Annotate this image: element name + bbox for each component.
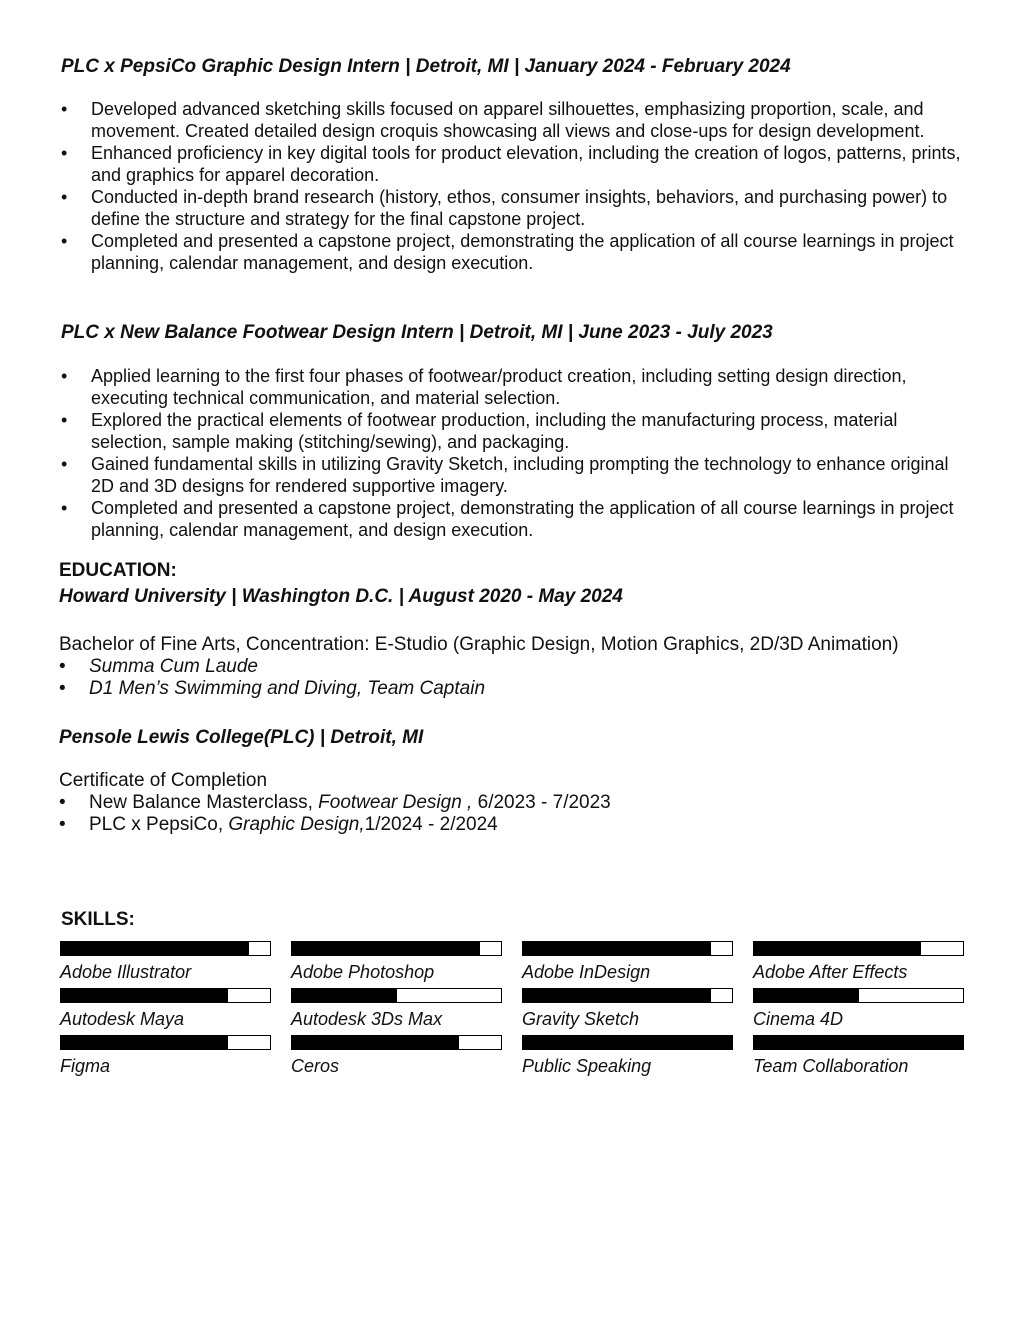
skill-item: [291, 941, 502, 983]
skill-item: [522, 988, 733, 1030]
list-item: • Explored the practical elements of footwear production, including the manufacturing process, material selection, sample making (stitching/sewing), and packaging.: [61, 410, 898, 452]
honors-list: [59, 656, 485, 700]
skill-level-fill: [523, 1036, 732, 1049]
skill-name: Adobe Photoshop: [291, 962, 435, 982]
skill-name: Figma: [60, 1056, 111, 1076]
school-title-plc: Pensole Lewis College(PLC) | Detroit, MI: [59, 727, 424, 748]
list-item: • Enhanced proficiency in key digital tools for product elevation, including the creation of logos, patterns, prints, and graphics for apparel decoration.: [61, 143, 961, 185]
list-item: • Gained fundamental skills in utilizing Gravity Sketch, including prompting the technology to enhance original 2D and 3D designs for rendered supportive imagery.: [61, 454, 949, 496]
skill-level-bar: [60, 1035, 271, 1050]
skill-level-bar: [291, 1035, 502, 1050]
skill-level-fill: [523, 942, 711, 955]
skill-item: [522, 1035, 733, 1077]
skill-name: Adobe After Effects: [753, 962, 908, 982]
skill-level-fill: [61, 989, 228, 1002]
list-item: • Applied learning to the first four phases of footwear/product creation, including setting design direction, executing technical communication, and material selection.: [61, 366, 907, 408]
skill-level-bar: [522, 1035, 733, 1050]
skill-level-bar: [291, 988, 502, 1003]
job-title-pepsico: PLC x PepsiCo Graphic Design Intern | Detroit, MI | January 2024 - February 2024: [61, 56, 791, 77]
list-item: • Completed and presented a capstone project, demonstrating the application of all course learnings in project planning, calendar management, and design execution.: [61, 498, 954, 540]
skill-level-bar: [753, 988, 964, 1003]
skill-item: [522, 941, 733, 983]
skill-level-bar: [753, 941, 964, 956]
skill-item: [753, 988, 964, 1030]
list-item: • Developed advanced sketching skills focused on apparel silhouettes, emphasizing proportion, scale, and movement. Created detailed design croquis showcasing all views and close-ups for design development.: [61, 99, 925, 141]
skill-level-fill: [754, 989, 859, 1002]
skill-level-bar: [753, 1035, 964, 1050]
skill-name: Ceros: [291, 1056, 340, 1076]
skill-name: Team Collaboration: [753, 1056, 909, 1076]
skill-item: [753, 941, 964, 983]
job-title-new-balance: PLC x New Balance Footwear Design Intern | Detroit, MI | June 2023 - July 2023: [61, 322, 773, 343]
list-item: • PLC x PepsiCo, Graphic Design,1/2024 - 2/2024: [59, 814, 498, 835]
skill-item: [291, 988, 502, 1030]
skill-level-bar: [291, 941, 502, 956]
skill-name: Gravity Sketch: [522, 1009, 640, 1029]
education-heading: EDUCATION:: [59, 560, 177, 581]
skill-name: Adobe InDesign: [522, 962, 651, 982]
certificate-text: Certificate of Completion: [59, 770, 268, 791]
list-item: • Summa Cum Laude: [59, 656, 258, 677]
bullet-list-pepsico: [61, 98, 966, 274]
skill-level-bar: [60, 988, 271, 1003]
skill-name: Autodesk Maya: [60, 1009, 185, 1029]
skill-item: [60, 988, 271, 1030]
school-title-howard: Howard University | Washington D.C. | August 2020 - May 2024: [59, 586, 623, 607]
certificate-list: [59, 792, 611, 836]
degree-text: Bachelor of Fine Arts, Concentration: E-Studio (Graphic Design, Motion Graphics, 2D/3D Animation): [59, 634, 899, 655]
skill-level-bar: [60, 941, 271, 956]
skill-name: Public Speaking: [522, 1056, 652, 1076]
skills-heading: SKILLS:: [61, 909, 135, 930]
skill-level-fill: [61, 942, 249, 955]
skill-item: [60, 941, 271, 983]
bullet-list-new-balance: [61, 365, 966, 541]
list-item: • New Balance Masterclass, Footwear Design , 6/2023 - 7/2023: [59, 792, 611, 813]
skill-name: Adobe Illustrator: [60, 962, 192, 982]
skill-level-fill: [523, 989, 711, 1002]
list-item: • Completed and presented a capstone project, demonstrating the application of all course learnings in project planning, calendar management, and design execution.: [61, 231, 954, 273]
skill-level-fill: [292, 942, 480, 955]
skill-level-fill: [754, 942, 921, 955]
skill-level-fill: [292, 989, 397, 1002]
skill-level-bar: [522, 941, 733, 956]
skill-level-bar: [522, 988, 733, 1003]
skill-name: Autodesk 3Ds Max: [291, 1009, 443, 1029]
skill-level-fill: [754, 1036, 963, 1049]
skill-name: Cinema 4D: [753, 1009, 844, 1029]
skill-item: [291, 1035, 502, 1077]
skills-grid: [60, 941, 964, 1076]
skill-level-fill: [61, 1036, 228, 1049]
skill-item: [60, 1035, 271, 1077]
skill-item: [753, 1035, 964, 1077]
skill-level-fill: [292, 1036, 459, 1049]
list-item: • D1 Men’s Swimming and Diving, Team Captain: [59, 678, 486, 699]
list-item: • Conducted in-depth brand research (history, ethos, consumer insights, behaviors, and purchasing power) to define the structure and strategy for the final capstone project.: [61, 187, 948, 229]
